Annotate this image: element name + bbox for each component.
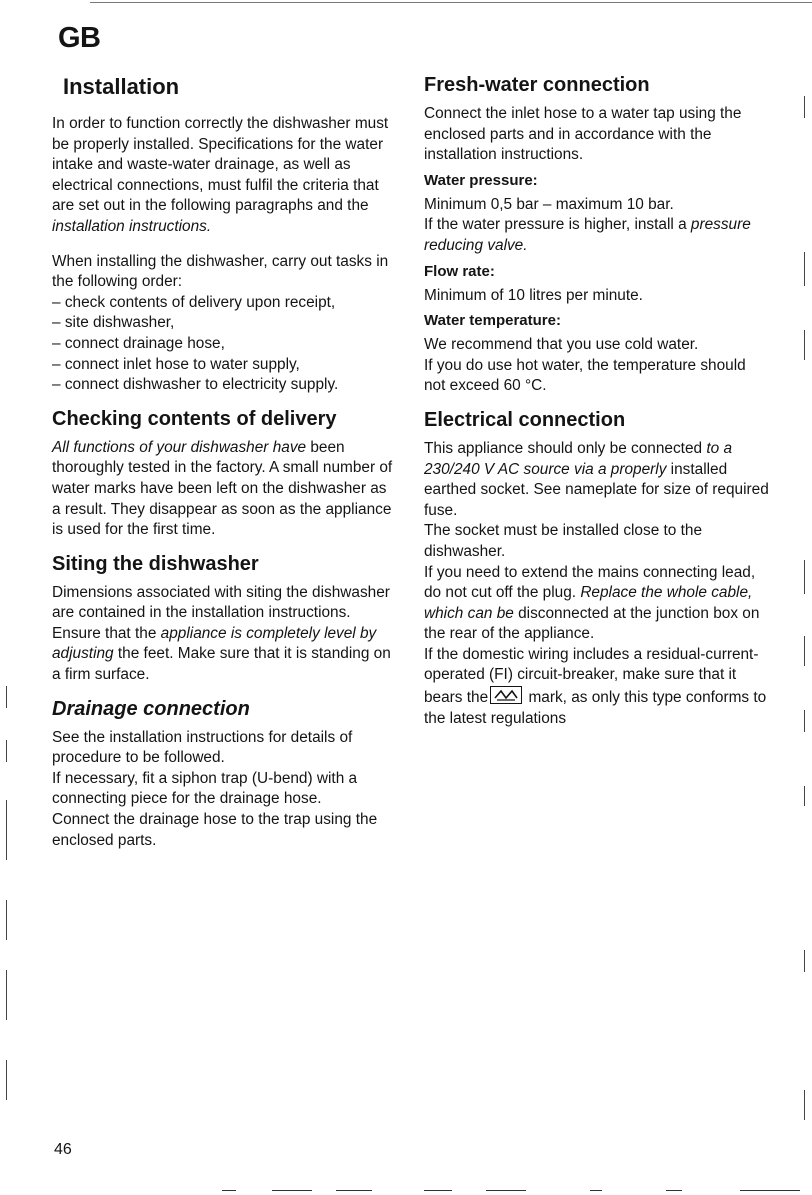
fresh-water-heading: Fresh-water connection — [424, 74, 650, 96]
scan-mark — [6, 1060, 7, 1100]
right-column — [424, 68, 769, 729]
drainage-text-1: See the installation instructions for details of procedure to be followed. — [52, 728, 353, 767]
water-temperature-label: Water temperature: — [424, 312, 561, 330]
steps-intro: When installing the dishwasher, carry out tasks in the following order: — [52, 252, 389, 291]
drainage-heading: Drainage connection — [52, 697, 250, 720]
scan-mark — [6, 970, 7, 1020]
scan-mark — [590, 1190, 602, 1191]
top-rule — [90, 2, 812, 3]
checking-paragraph: All functions of your dishwasher have been thoroughly tested in the factory. A small number of water marks have been left on the dishwasher as a result. They disappear as soon as the appliance is used for the first time. — [52, 438, 393, 539]
steps-list — [52, 293, 394, 396]
scan-mark — [424, 1190, 452, 1191]
list-item: – check contents of delivery upon receipt, — [52, 293, 336, 311]
scan-mark — [6, 800, 7, 860]
scan-mark — [6, 740, 7, 762]
fresh-water-paragraph: Connect the inlet hose to a water tap using the enclosed parts and in accordance with the installation instructions. — [424, 105, 742, 164]
scan-mark — [804, 950, 805, 972]
scan-mark — [666, 1190, 682, 1191]
drainage-text-3: Connect the drainage hose to the trap using the enclosed parts. — [52, 811, 378, 849]
left-column — [52, 68, 394, 851]
scan-mark — [336, 1190, 372, 1191]
flow-rate-label: Flow rate: — [424, 262, 495, 280]
scan-mark — [804, 786, 805, 806]
scan-mark — [6, 900, 7, 940]
intro-paragraph: In order to function correctly the dishwasher must be properly installed. Specifications for the water intake and waste-water drainage, as well as electrical connections, must fulfil the criteria that are set out in the following paragraphs and the installation instructions. — [52, 115, 389, 235]
electrical-paragraph-2: The socket must be installed close to the dishwasher. — [424, 522, 703, 560]
scan-mark — [804, 1090, 805, 1120]
scan-mark — [804, 330, 805, 360]
scan-mark — [804, 636, 805, 666]
list-item: – connect dishwasher to electricity supply. — [52, 376, 339, 394]
electrical-paragraph-3: If you need to extend the mains connecting lead, do not cut off the plug. Replace the whole cable, which can be disconnected at the junction box on the rear of the appliance. — [424, 563, 760, 643]
fi-mark-icon — [490, 686, 522, 704]
scan-mark — [804, 252, 805, 286]
scan-mark — [6, 686, 7, 708]
scan-mark — [804, 710, 805, 732]
drainage-text-2: If necessary, fit a siphon trap (U-bend) with a connecting piece for the drainage hose. — [52, 769, 358, 808]
water-temperature-text-2: If you do use hot water, the temperature should not exceed 60 °C. — [424, 356, 746, 395]
siting-heading: Siting the dishwasher — [52, 552, 259, 575]
electrical-paragraph-1: This appliance should only be connected to a 230/240 V AC source via a properly installed earthed socket. See nameplate for size of required fuse. — [424, 439, 769, 519]
installation-heading: Installation — [63, 74, 180, 99]
scan-mark — [486, 1190, 526, 1191]
list-item: – connect inlet hose to water supply, — [52, 355, 300, 373]
flow-rate-text: Minimum of 10 litres per minute. — [424, 286, 643, 304]
water-pressure-text: Minimum 0,5 bar – maximum 10 bar. — [424, 195, 674, 213]
siting-paragraph: Dimensions associated with siting the dishwasher are contained in the installation instructions. Ensure that the appliance is completely level by adjusting the feet. Make sure that it is standing on a firm surface. — [52, 583, 391, 684]
language-code: GB — [58, 22, 101, 54]
scan-mark — [272, 1190, 312, 1191]
water-pressure-label: Water pressure: — [424, 171, 538, 189]
electrical-heading: Electrical connection — [424, 408, 626, 431]
scan-mark — [804, 560, 805, 594]
scan-mark — [804, 96, 805, 118]
scan-mark — [222, 1190, 236, 1191]
page-number: 46 — [54, 1141, 72, 1158]
list-item: – connect drainage hose, — [52, 334, 225, 352]
scan-mark — [740, 1190, 800, 1191]
list-item: – site dishwasher, — [52, 314, 175, 332]
pressure-valve-text: If the water pressure is higher, install a pressure reducing valve. — [424, 216, 751, 254]
electrical-paragraph-4: If the domestic wiring includes a residual-current-operated (FI) circuit-breaker, make sure that it bears the mark, as only this type conforms to the latest regulations — [424, 645, 767, 727]
checking-heading: Checking contents of delivery — [52, 407, 337, 430]
water-temperature-text-1: We recommend that you use cold water. — [424, 336, 699, 354]
